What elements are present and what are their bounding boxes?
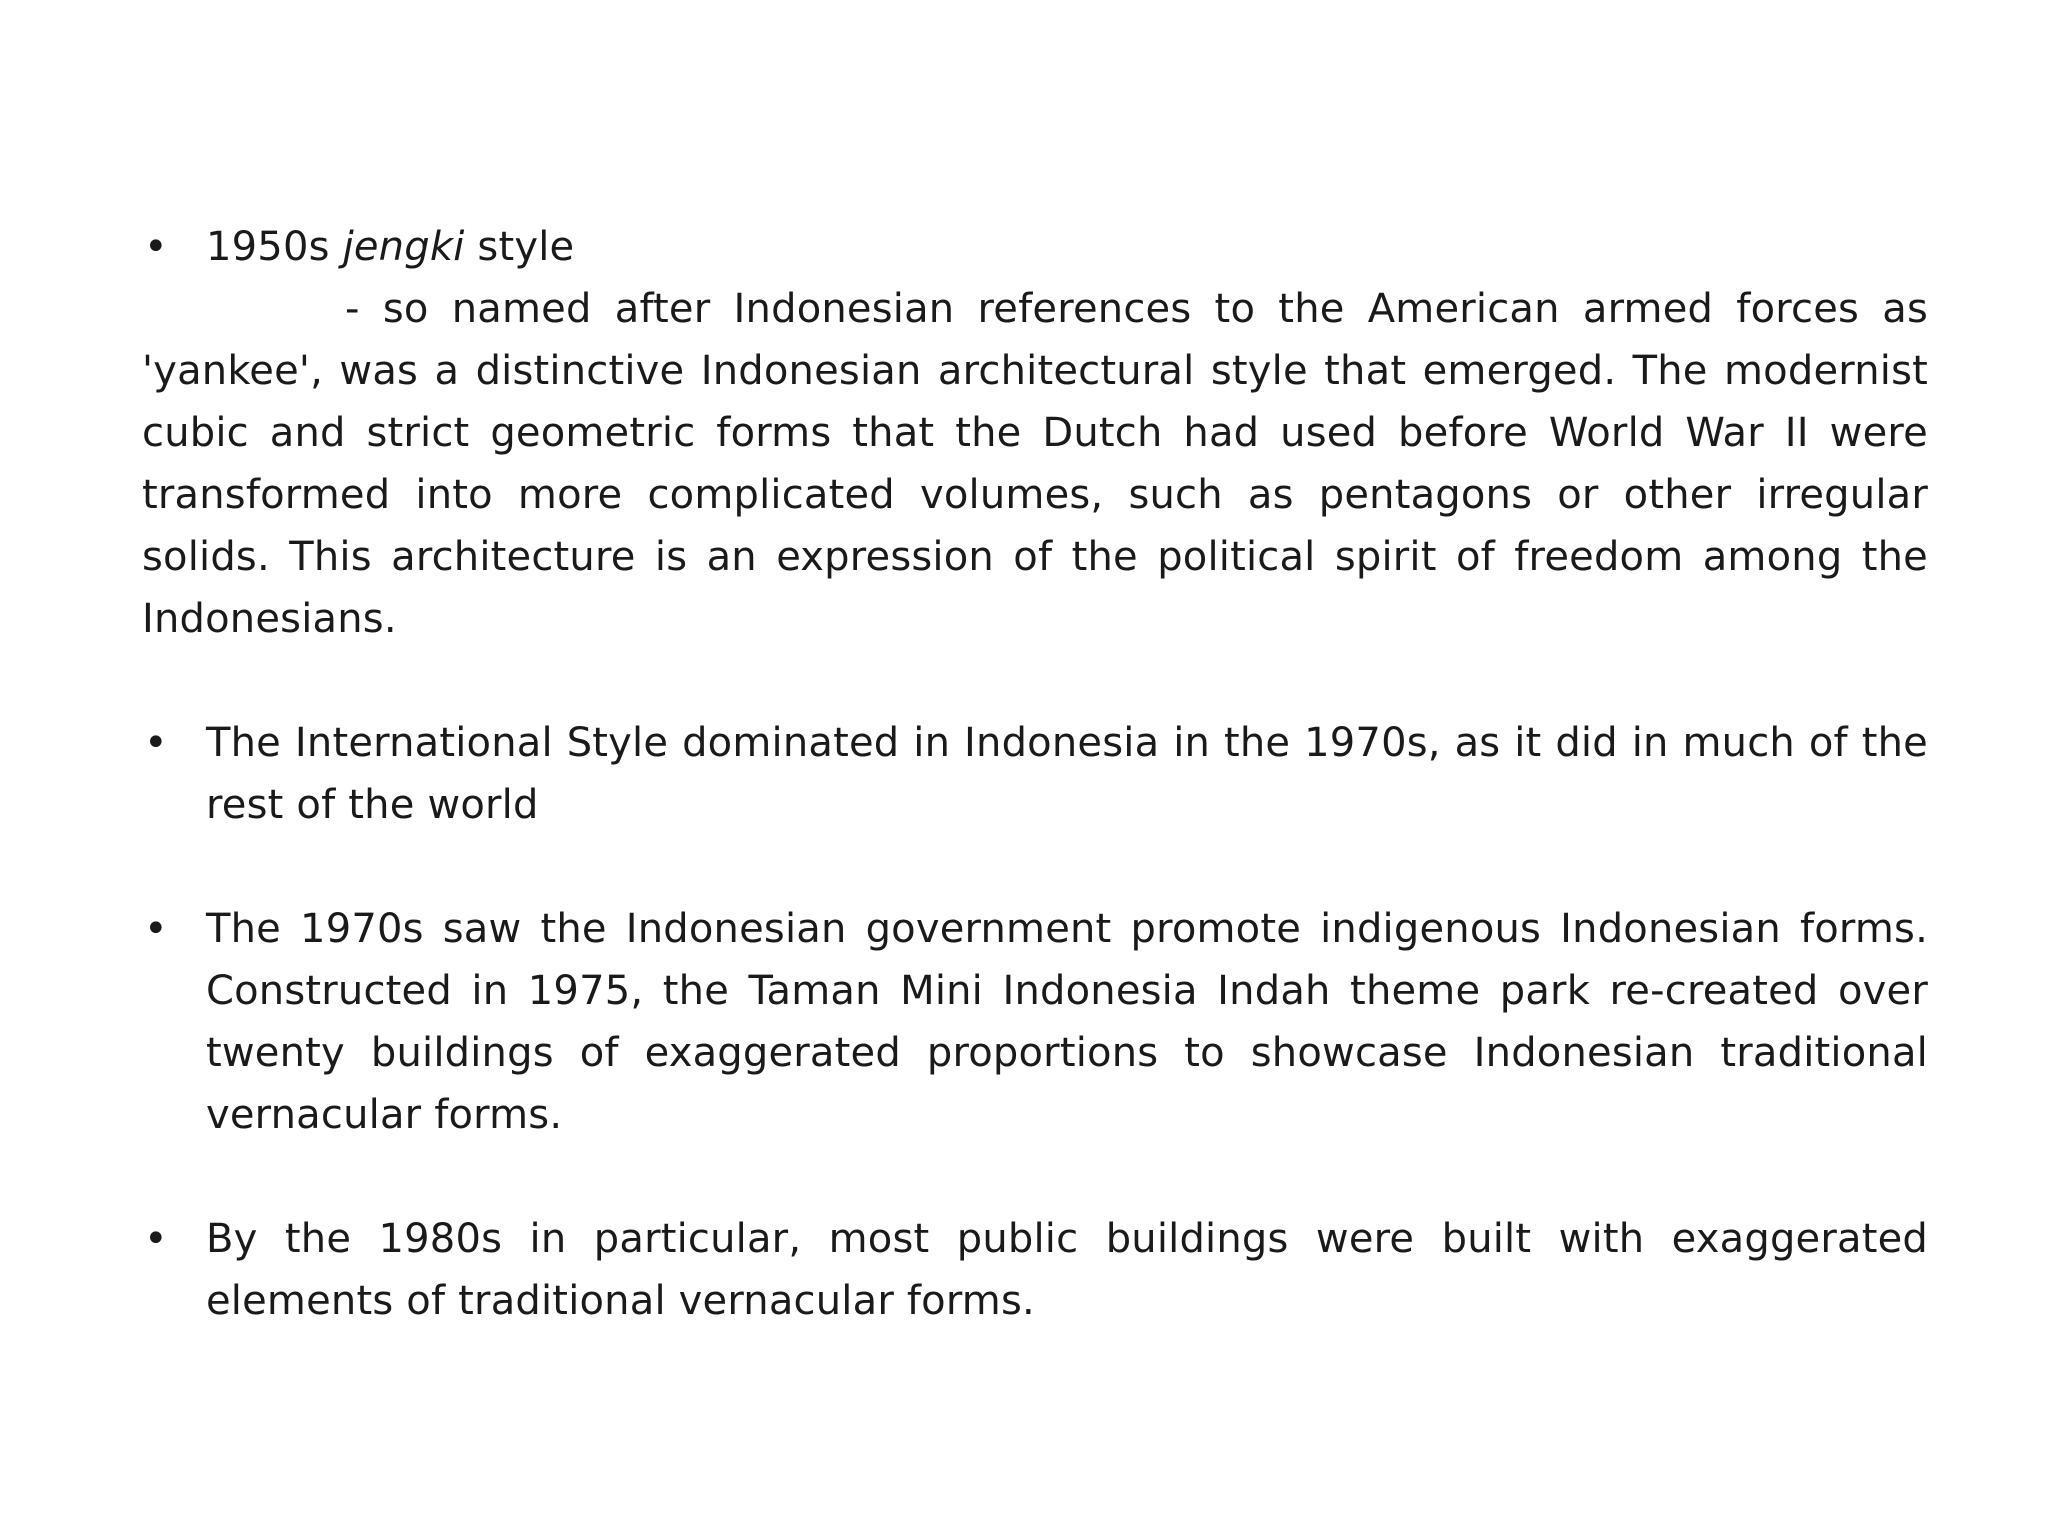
bullet-dot: •: [144, 906, 168, 952]
bullet-indigenous-forms-text: The 1970s saw the Indonesian government promote indigenous Indonesian forms. Constructed in 1975, the Taman Mini Indonesia Indah theme park re-created over twenty buildings of exaggerated proportions to showcase Indonesian traditional vernacular forms.: [206, 906, 1928, 1138]
bullet-1980s: [142, 1208, 1928, 1332]
bullet-dot: •: [144, 1216, 168, 1262]
bullet-1980s-text: By the 1980s in particular, most public buildings were built with exaggerated elements of traditional vernacular forms.: [206, 1216, 1928, 1324]
bullet-jengki-heading: [142, 216, 1928, 278]
bullet-jengki-term: jengki: [342, 224, 465, 270]
bullet-dot: •: [144, 224, 168, 270]
bullet-international-style: [142, 712, 1928, 836]
spacer: [142, 650, 1928, 712]
bullet-international-style-text: The International Style dominated in Indonesia in the 1970s, as it did in much of the rest of the world: [206, 720, 1928, 828]
bullet-jengki-paragraph: [142, 278, 1928, 650]
bullet-1980s-body: [142, 1208, 1928, 1332]
bullet-jengki: [142, 216, 1928, 650]
bullet-indigenous-forms: [142, 898, 1928, 1146]
bullet-international-style-body: [142, 712, 1928, 836]
bullet-jengki-paragraph-text: - so named after Indonesian references to the American armed forces as 'yankee', was a distinctive Indonesian architectural style that emerged. The modernist cubic and strict geometric forms that the Dutch had used before World War II were transformed into more complicated volumes, such as pentagons or other irregular solids. This architecture is an expression of the political spirit of freedom among the Indonesians.: [142, 286, 1928, 642]
bullet-jengki-rest: style: [464, 224, 575, 270]
spacer: [142, 1146, 1928, 1208]
bullet-indigenous-forms-body: [142, 898, 1928, 1146]
bullet-dot: •: [144, 720, 168, 766]
bullet-jengki-year: 1950s: [206, 224, 343, 270]
spacer: [142, 836, 1928, 898]
slide-content: [142, 216, 1928, 1332]
